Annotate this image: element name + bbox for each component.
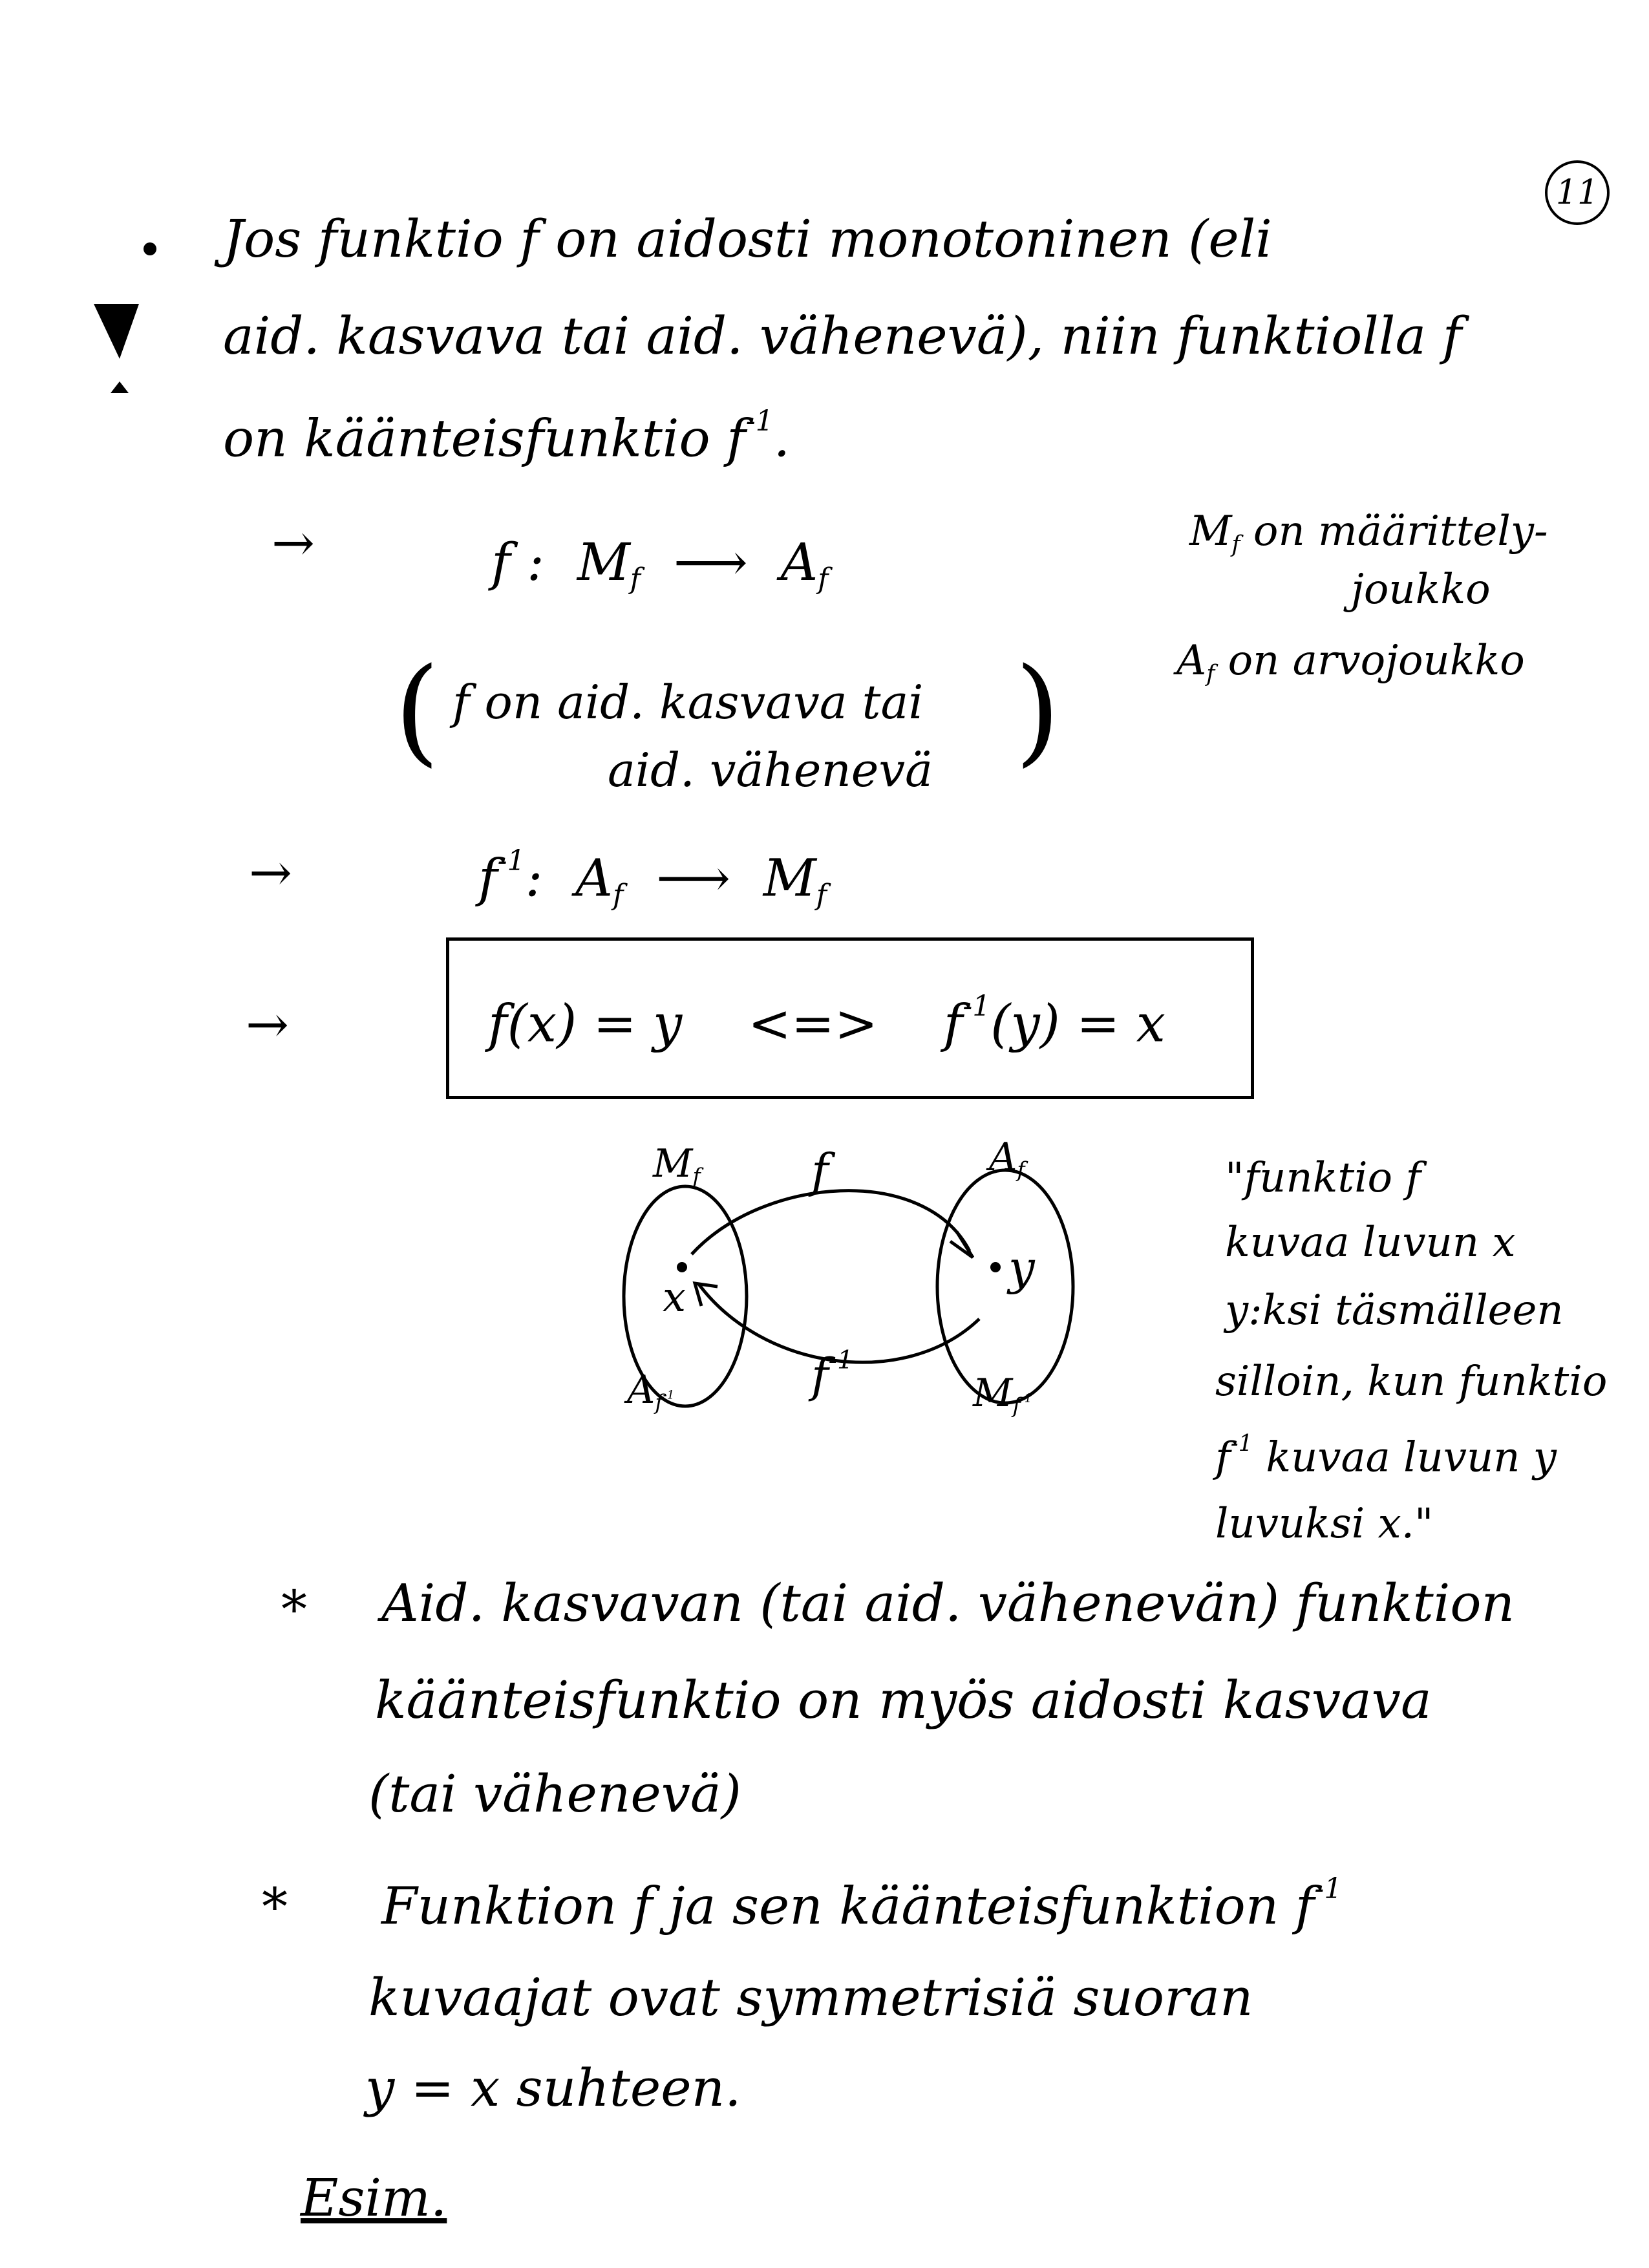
point-2-line-3: y = x suhteen. [365,2058,741,2118]
note-domain-2: joukko [1351,566,1491,614]
diagram-left-bottom-label: $A_{f^{-1}}$ [627,1367,675,1415]
mapping-f-inverse: $f^{-1}$: $A_f$ ⟶ $M_f$ [478,844,827,912]
diagram-right-top-label: $A_f$ [989,1135,1025,1182]
diagram-finv-label: $f^{-1}$ [811,1345,854,1403]
intro-line-1: Jos funktio f on aidosti monotoninen (eli [223,209,1272,269]
diagram-y-label: y [1008,1241,1035,1295]
diagram-x-label: x [663,1274,686,1321]
note-domain: $M_f$ on määrittely- [1189,508,1548,558]
x-point [677,1262,687,1272]
equivalence: f(x) = y <=> $f^{-1}(y) = x$ [488,990,1165,1054]
point-1-line-3: (tai vähenevä) [368,1764,741,1824]
intro-line-2: aid. kasvava tai aid. vähenevä), niin funktiolla f [223,306,1462,366]
diagram-f-label: f [811,1144,829,1198]
paren-close: ) [1015,643,1061,778]
intro-line-3: on käänteisfunktio $f^{-1}$. [223,405,791,469]
quote-line-3: y:ksi täsmälleen [1225,1287,1564,1334]
condition-line-2: aid. vähenevä [608,743,933,797]
quote-line-4: silloin, kun funktio [1215,1358,1608,1406]
example-label: Esim. [301,2168,447,2228]
condition-line-1: f on aid. kasvava tai [452,675,924,729]
quote-line-5: $f^{-1}$ kuvaa luvun y [1215,1430,1557,1482]
arrow-1: → [271,513,315,573]
quote-line-6: luvuksi x." [1215,1500,1434,1548]
point-2-line-2: kuvaajat ovat symmetrisiä suoran [368,1967,1253,2027]
diagram-left-top-label: $M_f$ [653,1141,701,1188]
page-number: 11 [1545,160,1610,225]
point-1-line-1: Aid. kasvavan (tai aid. vähenevän) funktion [381,1573,1515,1633]
y-point [990,1262,1001,1272]
arrow-2: → [249,842,293,903]
note-range: $A_f$ on arvojoukko [1176,637,1525,687]
quote-line-1: "funktio f [1225,1154,1421,1202]
point-2-line-1: Funktion f ja sen käänteisfunktion $f^{-1}$ [381,1872,1343,1936]
mapping-f: f : $M_f$ ⟶ $A_f$ [491,532,829,596]
right-set-ellipse [937,1170,1073,1403]
point-1-line-2: käänteisfunktio on myös aidosti kasvava [375,1670,1432,1730]
point-2-bullet: * [262,1877,288,1937]
point-1-bullet: * [281,1579,307,1640]
f-arrow-curve [692,1191,970,1254]
quote-line-2: kuvaa luvun x [1225,1219,1516,1267]
diagram-right-bottom-label: $M_{f^{-1}}$ [973,1371,1032,1418]
arrow-3: → [246,994,290,1054]
paren-open: ( [394,643,440,778]
